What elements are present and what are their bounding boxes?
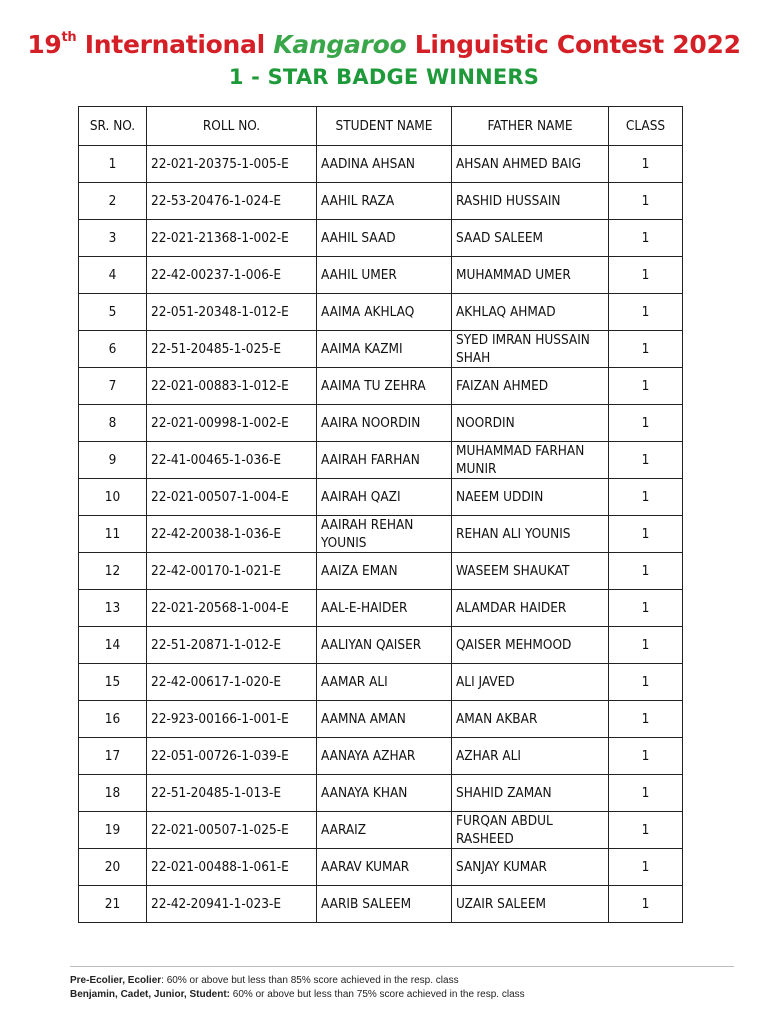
cell-father-name: SAAD SALEEM bbox=[452, 220, 609, 257]
table-row bbox=[79, 331, 683, 368]
cell-sr-no: 11 bbox=[79, 516, 147, 553]
table-row bbox=[79, 368, 683, 405]
cell-class: 1 bbox=[609, 294, 683, 331]
cell-class: 1 bbox=[609, 775, 683, 812]
cell-class: 1 bbox=[609, 368, 683, 405]
cell-student-name: AARAIZ bbox=[317, 812, 452, 849]
cell-father-name: AKHLAQ AHMAD bbox=[452, 294, 609, 331]
cell-student-name: AAIRAH FARHAN bbox=[317, 442, 452, 479]
cell-class: 1 bbox=[609, 627, 683, 664]
cell-father-name: FAIZAN AHMED bbox=[452, 368, 609, 405]
cell-sr-no: 1 bbox=[79, 146, 147, 183]
title-superscript: th bbox=[61, 30, 77, 45]
cell-roll-no: 22-021-00998-1-002-E bbox=[147, 405, 317, 442]
cell-father-name: SANJAY KUMAR bbox=[452, 849, 609, 886]
footer-note-1 bbox=[70, 974, 525, 988]
cell-class: 1 bbox=[609, 405, 683, 442]
cell-class: 1 bbox=[609, 849, 683, 886]
title-part-a: International bbox=[84, 30, 274, 59]
footer-note-2-text: 60% or above but less than 75% score achieved in the resp. class bbox=[230, 989, 525, 1000]
cell-class: 1 bbox=[609, 664, 683, 701]
cell-roll-no: 22-42-20941-1-023-E bbox=[147, 886, 317, 923]
cell-sr-no: 5 bbox=[79, 294, 147, 331]
cell-student-name: AAMAR ALI bbox=[317, 664, 452, 701]
footer-note-2 bbox=[70, 988, 525, 1002]
cell-class: 1 bbox=[609, 146, 683, 183]
cell-student-name: AAHIL UMER bbox=[317, 257, 452, 294]
cell-father-name: FURQAN ABDUL RASHEED bbox=[452, 812, 609, 849]
cell-student-name: AAIMA AKHLAQ bbox=[317, 294, 452, 331]
footer-divider bbox=[70, 966, 734, 967]
cell-class: 1 bbox=[609, 516, 683, 553]
cell-roll-no: 22-51-20485-1-013-E bbox=[147, 775, 317, 812]
cell-class: 1 bbox=[609, 701, 683, 738]
cell-roll-no: 22-021-00488-1-061-E bbox=[147, 849, 317, 886]
table-row bbox=[79, 146, 683, 183]
cell-class: 1 bbox=[609, 479, 683, 516]
cell-student-name: AAIMA KAZMI bbox=[317, 331, 452, 368]
cell-roll-no: 22-021-00507-1-004-E bbox=[147, 479, 317, 516]
cell-sr-no: 18 bbox=[79, 775, 147, 812]
cell-class: 1 bbox=[609, 257, 683, 294]
cell-sr-no: 9 bbox=[79, 442, 147, 479]
cell-student-name: AAIRA NOORDIN bbox=[317, 405, 452, 442]
column-header-roll-no: ROLL NO. bbox=[147, 107, 317, 146]
cell-father-name: AHSAN AHMED BAIG bbox=[452, 146, 609, 183]
cell-roll-no: 22-021-21368-1-002-E bbox=[147, 220, 317, 257]
table-row bbox=[79, 590, 683, 627]
kangaroo-logo: Kangaroo bbox=[273, 30, 407, 59]
cell-sr-no: 16 bbox=[79, 701, 147, 738]
table-row bbox=[79, 627, 683, 664]
cell-father-name: MUHAMMAD FARHAN MUNIR bbox=[452, 442, 609, 479]
footer-note-1-label: Pre-Ecolier, Ecolier bbox=[70, 975, 162, 986]
cell-father-name: REHAN ALI YOUNIS bbox=[452, 516, 609, 553]
cell-sr-no: 17 bbox=[79, 738, 147, 775]
cell-class: 1 bbox=[609, 331, 683, 368]
cell-student-name: AAIRAH QAZI bbox=[317, 479, 452, 516]
title-number: 19 bbox=[27, 30, 62, 59]
winners-table bbox=[78, 106, 683, 923]
cell-sr-no: 19 bbox=[79, 812, 147, 849]
cell-sr-no: 2 bbox=[79, 183, 147, 220]
cell-father-name: AZHAR ALI bbox=[452, 738, 609, 775]
cell-father-name: NOORDIN bbox=[452, 405, 609, 442]
footer-note-1-text: : 60% or above but less than 85% score achieved in the resp. class bbox=[161, 975, 459, 986]
cell-student-name: AANAYA AZHAR bbox=[317, 738, 452, 775]
table-row bbox=[79, 479, 683, 516]
table-row bbox=[79, 442, 683, 479]
cell-student-name: AAHIL SAAD bbox=[317, 220, 452, 257]
column-header-sr-no: SR. NO. bbox=[79, 107, 147, 146]
cell-roll-no: 22-021-20568-1-004-E bbox=[147, 590, 317, 627]
table-row bbox=[79, 849, 683, 886]
cell-father-name: AMAN AKBAR bbox=[452, 701, 609, 738]
cell-sr-no: 21 bbox=[79, 886, 147, 923]
cell-roll-no: 22-021-00883-1-012-E bbox=[147, 368, 317, 405]
cell-father-name: ALAMDAR HAIDER bbox=[452, 590, 609, 627]
document-header bbox=[0, 30, 768, 89]
cell-student-name: AARAV KUMAR bbox=[317, 849, 452, 886]
title-part-b: Linguistic Contest 2022 bbox=[406, 30, 741, 59]
cell-class: 1 bbox=[609, 738, 683, 775]
cell-student-name: AAHIL RAZA bbox=[317, 183, 452, 220]
footer-note-2-label: Benjamin, Cadet, Junior, Student: bbox=[70, 989, 231, 1000]
column-header-class: CLASS bbox=[609, 107, 683, 146]
cell-father-name: QAISER MEHMOOD bbox=[452, 627, 609, 664]
cell-sr-no: 8 bbox=[79, 405, 147, 442]
cell-father-name: NAEEM UDDIN bbox=[452, 479, 609, 516]
cell-father-name: UZAIR SALEEM bbox=[452, 886, 609, 923]
table-row bbox=[79, 553, 683, 590]
cell-roll-no: 22-051-20348-1-012-E bbox=[147, 294, 317, 331]
table-row bbox=[79, 257, 683, 294]
cell-student-name: AANAYA KHAN bbox=[317, 775, 452, 812]
cell-roll-no: 22-923-00166-1-001-E bbox=[147, 701, 317, 738]
cell-class: 1 bbox=[609, 183, 683, 220]
footer-notes bbox=[70, 974, 525, 1002]
cell-student-name: AADINA AHSAN bbox=[317, 146, 452, 183]
table-row bbox=[79, 701, 683, 738]
column-header-student-name: STUDENT NAME bbox=[317, 107, 452, 146]
table-row bbox=[79, 664, 683, 701]
cell-sr-no: 6 bbox=[79, 331, 147, 368]
cell-roll-no: 22-42-20038-1-036-E bbox=[147, 516, 317, 553]
cell-student-name: AAL-E-HAIDER bbox=[317, 590, 452, 627]
table-row bbox=[79, 886, 683, 923]
cell-roll-no: 22-42-00170-1-021-E bbox=[147, 553, 317, 590]
table-row bbox=[79, 294, 683, 331]
cell-sr-no: 13 bbox=[79, 590, 147, 627]
cell-class: 1 bbox=[609, 812, 683, 849]
cell-sr-no: 12 bbox=[79, 553, 147, 590]
cell-roll-no: 22-41-00465-1-036-E bbox=[147, 442, 317, 479]
cell-roll-no: 22-51-20871-1-012-E bbox=[147, 627, 317, 664]
cell-sr-no: 15 bbox=[79, 664, 147, 701]
column-header-father-name: FATHER NAME bbox=[452, 107, 609, 146]
table-row bbox=[79, 738, 683, 775]
cell-roll-no: 22-51-20485-1-025-E bbox=[147, 331, 317, 368]
cell-student-name: AARIB SALEEM bbox=[317, 886, 452, 923]
cell-sr-no: 3 bbox=[79, 220, 147, 257]
table-row bbox=[79, 405, 683, 442]
cell-class: 1 bbox=[609, 442, 683, 479]
table-row bbox=[79, 220, 683, 257]
cell-student-name: AALIYAN QAISER bbox=[317, 627, 452, 664]
cell-sr-no: 14 bbox=[79, 627, 147, 664]
cell-roll-no: 22-42-00237-1-006-E bbox=[147, 257, 317, 294]
table-row bbox=[79, 183, 683, 220]
cell-roll-no: 22-051-00726-1-039-E bbox=[147, 738, 317, 775]
cell-student-name: AAIRAH REHAN YOUNIS bbox=[317, 516, 452, 553]
table-row bbox=[79, 812, 683, 849]
table-header-row bbox=[79, 107, 683, 146]
table-row bbox=[79, 516, 683, 553]
table-row bbox=[79, 775, 683, 812]
cell-roll-no: 22-021-00507-1-025-E bbox=[147, 812, 317, 849]
cell-class: 1 bbox=[609, 590, 683, 627]
cell-father-name: WASEEM SHAUKAT bbox=[452, 553, 609, 590]
cell-father-name: ALI JAVED bbox=[452, 664, 609, 701]
cell-roll-no: 22-021-20375-1-005-E bbox=[147, 146, 317, 183]
cell-sr-no: 20 bbox=[79, 849, 147, 886]
cell-class: 1 bbox=[609, 220, 683, 257]
cell-father-name: MUHAMMAD UMER bbox=[452, 257, 609, 294]
page-subtitle: 1 - STAR BADGE WINNERS bbox=[228, 65, 540, 89]
cell-roll-no: 22-53-20476-1-024-E bbox=[147, 183, 317, 220]
cell-sr-no: 4 bbox=[79, 257, 147, 294]
cell-roll-no: 22-42-00617-1-020-E bbox=[147, 664, 317, 701]
page-title bbox=[0, 30, 768, 59]
cell-sr-no: 10 bbox=[79, 479, 147, 516]
cell-father-name: SHAHID ZAMAN bbox=[452, 775, 609, 812]
cell-student-name: AAMNA AMAN bbox=[317, 701, 452, 738]
cell-class: 1 bbox=[609, 886, 683, 923]
cell-student-name: AAIMA TU ZEHRA bbox=[317, 368, 452, 405]
cell-sr-no: 7 bbox=[79, 368, 147, 405]
cell-class: 1 bbox=[609, 553, 683, 590]
cell-father-name: RASHID HUSSAIN bbox=[452, 183, 609, 220]
cell-student-name: AAIZA EMAN bbox=[317, 553, 452, 590]
cell-father-name: SYED IMRAN HUSSAIN SHAH bbox=[452, 331, 609, 368]
